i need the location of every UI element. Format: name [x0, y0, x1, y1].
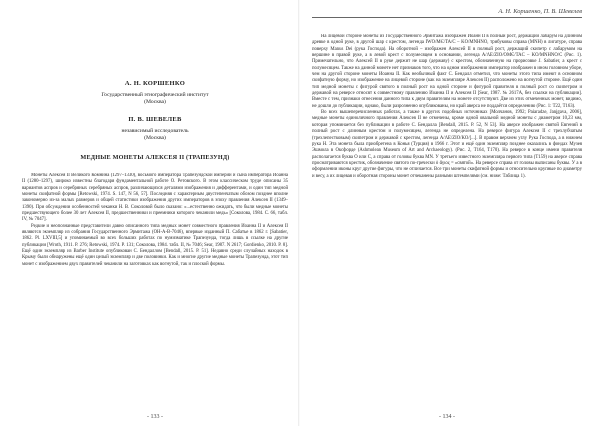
author-1: А. Н. КОРШЕНКО [124, 80, 186, 87]
left-paragraph-2: Редкие и неопознанные представители давно описанного типа медных монет совместного правления Иоанна II и Алексея II являются экземпляр из собрания Государственного Эрмитажа (ОН-А-В-7046), впервые изданный П. Сабатье в 1862 г. [Sabatier, 1862. Pl. LXVIII,5] и упоминаемый во всех больших работах по нумизматике Трапезунда, тогда лишь в ссылке на другие публикации [Wroth, 1911. P. 276; Retowski, 1974. P. 131; Соколова, 1984. табл. II, № 7046; Sear, 1987. N 2617; Gordienko, 2010. P. 8]. Ещё один экземпляр из Barber Institute опубликован С. Бендаллом [Bendall, 2015. P. 51]. Недавно среди случайных находок в Крыму были обнаружены ещё один целый экземпляр и две половинки. Как и многие другие медные монеты Трапезунда, этот тип монет с изображением двух правителей чеканили на заготовках как вогнутой, так и плоской формы. [22, 223, 288, 267]
left-body-text [22, 173, 288, 393]
left-paragraph-1: Монеты Алексея II Великого Комнина (1297–1330), восьмого императора Трапезундской империи и сына императора Иоанна II (1280–1297), широко известны благодаря фундаментальной работе О. Ретовского. В этом классическом труде описаны 35 вариантов аспров и серебряных серебряных аспров, различающихся деталями изображения и дифферентами, и один тип медной монеты скифатной формы [Retowski, 1974. S. 147, N 56, 57]. Последняя с характерным двустепенчатым обозом позднее вполне закономерно из-за малых размеров и общей статистики изображения других императоров в эпоху правления Алексея II (1349–1390). При обсуждении особенностей чеканки Н. В. Соколовой было сказано: «...естественно ожидать, что были медные монеты предшествующего более 30 лет Алексея II, предшественники и преемники которого чеканили медь» [Соколова, 1984. С. 66, табл. IV, № 7047]. [22, 173, 288, 223]
running-head-rule [312, 17, 582, 18]
right-page [300, 0, 600, 426]
affiliation-1 [22, 92, 288, 106]
affiliation-1-line-2: (Москва) [144, 99, 166, 106]
affiliation-2 [22, 128, 288, 142]
running-head: А. Н. Коршенко, П. В. Шевелев [498, 8, 582, 15]
left-page-number: - 133 - [147, 414, 163, 420]
article-title: МЕДНЫЕ МОНЕТЫ АЛЕКСЕЯ II (ТРАПЕЗУНД) [80, 154, 230, 161]
affiliation-2-line-1: независимый исследователь [121, 128, 189, 134]
affiliation-1-line-1: Государственный этнографический институт [101, 92, 209, 98]
right-paragraph-1: На лицевой стороне монеты из Государственного Эрмитажа изображен Иоанн II в полный рост, держащий лабарум на длинном древке в одной руке, в другой шар с крестом, легенда IWO/MЄ/TA/C – KO/MNHNO, трибуковы справа (MNH) в лигатуре, справа поверху Manus Dei (рука Господа). На оборотной – изображен Алексей II в полный рост, держащий скипетр с лабарумом на вершине в правой руке, а в левой крест с полумесяцем в основании, легенда A/ΛE/ZIO/OMЄ/TAC – KO/MNHNO/C (Рис. 1). Примечательно, что Алексей II в руке держит не шар (державу) с крестом, обозначенную на прорисовке J. Sabatier, а крест с полумесяцем. Также на данной монете нет признаков того, что на одном изображении император изображен в ином головном уборе, чем на другой стороне монеты Иоанна II. Как необычный факт С. Бендалл отметил, что монеты этого типа имеют в основном скифатную форму, но изображение на лицевой стороне (как на экземпляре Алексея II) расположено на вогнутой стороне. Ещё один тип медной монеты с фигурой святого в полный рост на одной стороне и фигурой правителя в полный рост со скипетром и державой на реверсе относят к совместному правлению Иоанна II и Алексея II [Sear, 1987. № 2617А, без ссылки на публикации]. Вместе с тем, признаки отнесения данного типа к двум правителям на монете отсутствуют. Две из этих отмеченных монет, видимо, не дошли до публикации, однако, были разрозненно опубликованы, но край аверса не поддаётся определению (Рис. 1: T22, T163). [312, 34, 582, 109]
right-paragraph-2: Во всех вышеперечисленных работах, а также в других подобных источниках [Молчанов, 1992; Paiaradze, Janjgava, 2006], медные монеты единоличного правления Алексея II не отмечены, кроме одной овальной медной монеты с диаметром 10,23 мм, которая упоминается без публикации в работе С. Бендалла [Bendall, 2015. P. 52, N 53]. На аверсе изображен святой Евгений в полный рост с длинным крестом и полумесяцем, легенда не определена. На реверсе фигура Алексея II с трехлубчатым (трехлепестковым) скипетром и державой с крестом, легенда A/ΛE/ZIO/KO/[...]. В правом верхнем углу Рука Господа, а в нижнем рука Н. Эта монета была приобретена в Конья (Турция) в 1966 г. Этот и ещё один экземпляр позднее оказались в фондах Музея Эшмола в Оксфорде (Ashmolean Museum of Art and Archaeology). (Рис. 2, T164, T170). На реверсе в конце имени правителя располагается буква O или C, а справа от головы буква MN. У третьего известного экземпляра первого типа (T159) на аверсе справа просматриваются крестик, обозначение святого по-гречески ὁ ἅγιος = «святой». На реверсе справа от головы выписаны буквы. У а в оформлении иконы круг другие фигуры, что не отличается. Все три монеты скифатной формы и относительно крупные по диаметру и весу, а их лицевая и оборотная стороны монет отчеканены разными штемпелями (см. ниже: Таблица 1). [312, 110, 582, 179]
right-body-text [312, 34, 582, 394]
right-page-number: - 134 - [439, 414, 455, 420]
affiliation-2-line-2: (Москва) [144, 135, 166, 142]
author-2: П. В. ШЕВЕЛЕВ [128, 116, 182, 123]
